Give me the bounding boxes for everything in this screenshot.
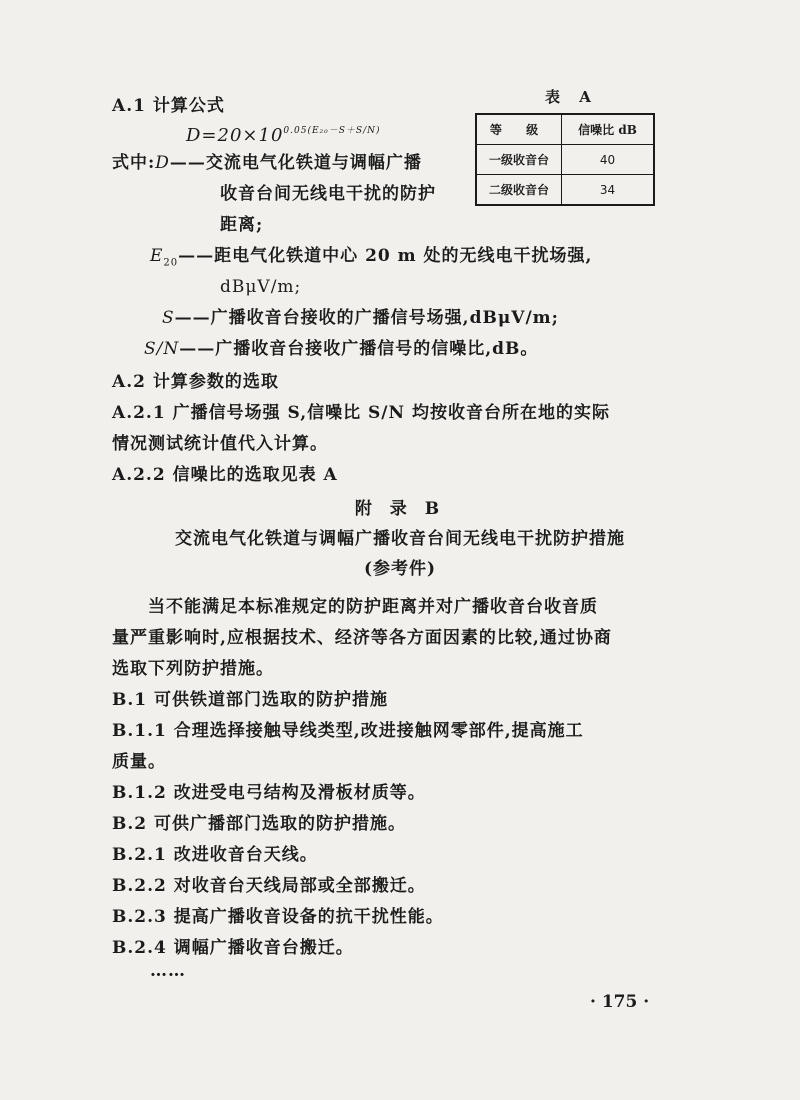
clause-b11-cont: 质量。 [112,752,166,772]
clause-b24: B.2.4 调幅广播收音台搬迁。 [112,938,354,958]
formula [186,120,381,147]
section-b2-heading: B.2 可供广播部门选取的防护措施。 [112,814,407,834]
dash: —— [174,308,211,328]
table-header-cell: 信噪比 dB [562,114,655,145]
intro-paragraph-line: 选取下列防护措施。 [112,659,274,679]
symbol-d: D [155,153,170,173]
dash: —— [169,153,206,173]
section-a1-heading: A.1 计算公式 [112,96,225,116]
definition-text: 距离; [220,215,264,235]
intro-paragraph-line: 量严重影响时,应根据技术、经济等各方面因素的比较,通过协商 [112,628,612,648]
table-cell: 二级收音台 [476,175,562,206]
table-cell: 40 [562,145,655,175]
dash: —— [179,339,216,359]
table-a [475,113,655,206]
table-cell: 34 [562,175,655,206]
definition-e20 [150,245,592,274]
appendix-b-subtitle: (参考件) [363,559,437,579]
definition-text: 收音台间无线电干扰的防护 [220,184,436,204]
clause-b21: B.2.1 改进收音台天线。 [112,845,318,865]
definition-text: 广播收音台接收广播信号的信噪比,dB。 [215,339,539,359]
section-b1-heading: B.1 可供铁道部门选取的防护措施 [112,690,389,710]
table-row [476,175,654,206]
where-prefix: 式中: [112,153,156,173]
intro-paragraph-line: 当不能满足本标准规定的防护距离并对广播收音台收音质 [148,597,598,617]
table-header-cell: 等 级 [476,114,562,145]
clause-b22: B.2.2 对收音台天线局部或全部搬迁。 [112,876,426,896]
formula-lhs: D=20×10 [186,125,284,146]
symbol-s: S [162,308,175,328]
ellipsis: …… [150,961,186,981]
clause-a22: A.2.2 信噪比的选取见表 A [112,465,338,485]
clause-b11: B.1.1 合理选择接触导线类型,改进接触网零部件,提高施工 [112,721,584,741]
symbol-sn: S/N [144,339,180,359]
definition-text: dBμV/m; [220,277,302,297]
clause-b12: B.1.2 改进受电弓结构及滑板材质等。 [112,783,426,803]
symbol-subscript: 20 [163,257,179,269]
table-header-row [476,114,654,145]
definition-text: 交流电气化铁道与调幅广播 [205,153,422,173]
definition-text: 距电气化铁道中心 20 m 处的无线电干扰场强, [214,246,593,266]
page-number: · 175 · [590,992,650,1012]
symbol-e: E [150,246,164,266]
appendix-b-label: 附 录 B [354,499,446,519]
table-row [476,145,654,175]
dash: —— [178,246,215,266]
definition-d [112,152,422,174]
definition-sn [144,338,538,360]
table-a-title: 表 A [545,88,598,106]
section-a2-heading: A.2 计算参数的选取 [112,372,279,392]
formula-exponent: 0.05(E₂₀－S＋S/N) [283,126,381,136]
definition-text: 广播收音台接收的广播信号场强,dBμV/m; [210,308,559,328]
clause-a21-cont: 情况测试统计值代入计算。 [112,434,328,454]
clause-b23: B.2.3 提高广播收音设备的抗干扰性能。 [112,907,444,927]
definition-s [162,307,559,329]
table-cell: 一级收音台 [476,145,562,175]
appendix-b-title: 交流电气化铁道与调幅广播收音台间无线电干扰防护措施 [175,529,625,549]
clause-a21: A.2.1 广播信号场强 S,信噪比 S/N 均按收音台所在地的实际 [112,403,610,423]
